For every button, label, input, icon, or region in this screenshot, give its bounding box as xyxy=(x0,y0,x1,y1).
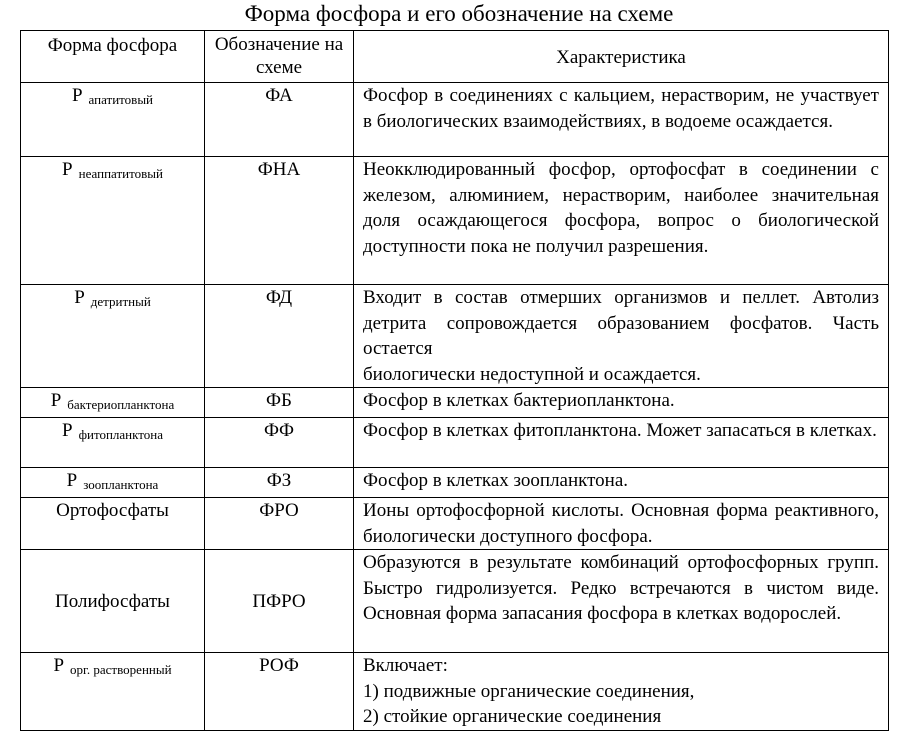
description-cell: Ионы ортофосфорной кислоты. Основная форма реактивного, биологически доступного фосфора. xyxy=(354,498,889,550)
table-row xyxy=(21,388,889,418)
form-main: P xyxy=(74,287,85,308)
form-subscript: детритный xyxy=(90,294,151,309)
description-text: Включает: xyxy=(363,655,448,676)
form-main: P xyxy=(61,420,73,441)
table-title: Форма фосфора и его обозначение на схеме xyxy=(244,1,674,26)
header-row xyxy=(21,31,889,83)
code-cell: ФА xyxy=(205,83,354,157)
description-cell: Фосфор в соединениях с кальцием, нерастворим, не участвует в биологических взаимодействиях, в водоеме осаждается. xyxy=(354,83,889,157)
description-line: 2) стойкие органические соединения xyxy=(363,706,662,727)
form-subscript: зоопланктона xyxy=(83,477,159,492)
form-cell xyxy=(21,468,205,498)
header-code: Обозначение на схеме xyxy=(205,31,354,83)
table-row xyxy=(21,418,889,468)
form-main: P xyxy=(50,390,62,411)
form-cell xyxy=(21,388,205,418)
form-cell xyxy=(21,418,205,468)
form-cell xyxy=(21,550,205,653)
description-line: 1) подвижные органические соединения, xyxy=(363,680,695,702)
form-subscript: неаппатитовый xyxy=(78,166,163,181)
form-cell xyxy=(21,83,205,157)
form-subscript: апатитовый xyxy=(88,92,154,107)
description-cell: Фосфор в клетках зоопланктона. xyxy=(354,468,889,498)
description-cell: Фосфор в клетках фитопланктона. Может запасаться в клетках. xyxy=(354,418,889,468)
code-cell: ФФ xyxy=(205,418,354,468)
form-cell xyxy=(21,285,205,388)
description-line: биологически недоступной и осаждается. xyxy=(363,363,701,385)
form-cell xyxy=(21,498,205,550)
form-main: Полифосфаты xyxy=(55,590,170,612)
code-cell: РОФ xyxy=(205,653,354,731)
code-cell: ФБ xyxy=(205,388,354,418)
form-subscript: бактериопланктона xyxy=(67,397,175,412)
code-cell: ФЗ xyxy=(205,468,354,498)
code-cell: ФД xyxy=(205,285,354,388)
description-cell: Фосфор в клетках бактериопланктона. xyxy=(354,388,889,418)
form-subscript: орг. растворенный xyxy=(70,662,172,677)
description-text: Входит в состав отмерших организмов и пеллет. Автолиз детрита сопровождается образованием фосфатов. Часть остается xyxy=(363,287,879,359)
code-cell: ФНА xyxy=(205,157,354,285)
form-cell xyxy=(21,157,205,285)
table-row xyxy=(21,550,889,653)
form-main: P xyxy=(71,85,83,106)
table-row xyxy=(21,653,889,731)
description-cell: Образуются в результате комбинаций ортофосфорных групп. Быстро гидролизуется. Редко встречаются в чистом виде. Основная форма запасания фосфора в клетках водорослей. xyxy=(354,550,889,653)
form-main: P xyxy=(66,470,78,491)
code-cell: ПФРО xyxy=(205,550,354,653)
form-main: P xyxy=(62,159,73,180)
phosphorus-forms-table xyxy=(20,30,889,731)
description-cell xyxy=(354,285,889,388)
form-subscript: фитопланктона xyxy=(78,427,164,442)
form-cell xyxy=(21,653,205,731)
header-description: Характеристика xyxy=(354,31,889,83)
table-row xyxy=(21,285,889,388)
table-row xyxy=(21,83,889,157)
table-row xyxy=(21,157,889,285)
form-main: P xyxy=(53,655,65,676)
table-row xyxy=(21,498,889,550)
form-main: Ортофосфаты xyxy=(56,500,169,521)
description-cell xyxy=(354,653,889,731)
table-row xyxy=(21,468,889,498)
code-cell: ФРО xyxy=(205,498,354,550)
description-cell: Неокклюдированный фосфор, ортофосфат в соединении с железом, алюминием, нерастворим, наиболее значительная доля осаждающегося фосфора, вопрос о биологической доступности пока не получил разрешения. xyxy=(354,157,889,285)
header-form: Форма фосфора xyxy=(21,31,205,83)
